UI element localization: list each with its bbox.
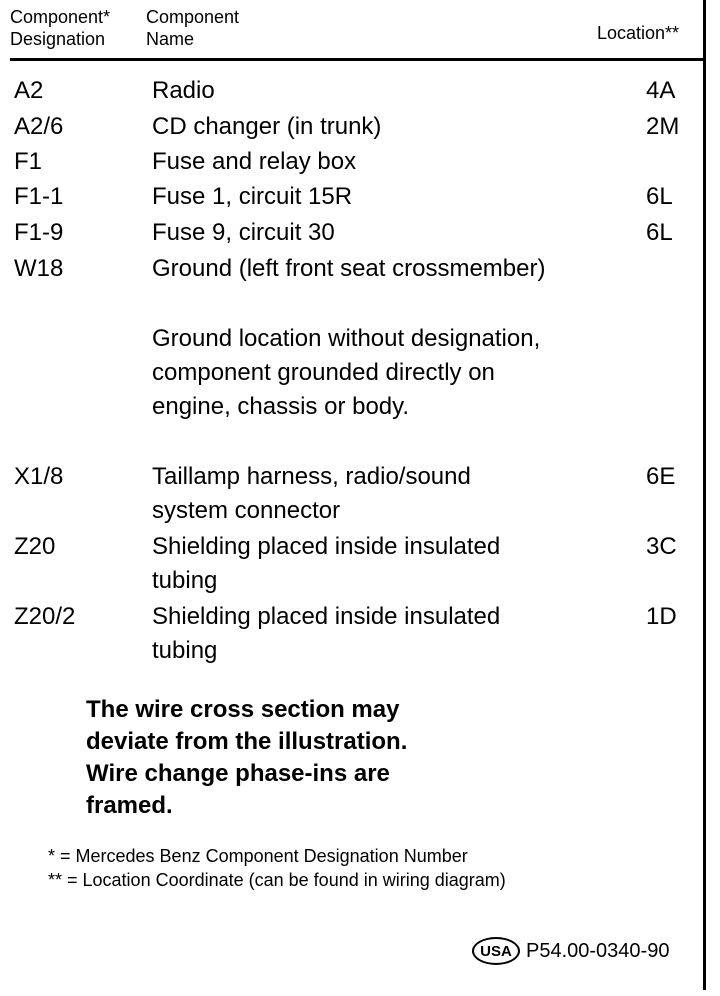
row-name	[152, 216, 632, 250]
row-location: 1D	[646, 603, 677, 630]
row-name-line: Fuse 9, circuit 30	[152, 219, 335, 246]
row-name-line: Fuse 1, circuit 15R	[152, 183, 353, 210]
document-number	[472, 934, 669, 968]
row-location: 6L	[646, 219, 673, 246]
row-name-line: Radio	[152, 77, 215, 104]
row-location: 2M	[646, 113, 680, 140]
row-name-line: tubing	[152, 567, 218, 594]
row-name	[152, 145, 632, 179]
ground-note-line: component grounded directly on	[152, 359, 495, 386]
row-name-line: CD changer (in trunk)	[152, 113, 382, 140]
row-designation: X1/8	[14, 463, 64, 490]
row-location: 4A	[646, 77, 676, 104]
notice-line: Wire change phase-ins are	[86, 760, 390, 787]
row-designation: F1-1	[14, 183, 64, 210]
row-name	[152, 460, 632, 528]
row-designation: A2	[14, 77, 44, 104]
header-divider	[10, 58, 706, 61]
right-border-rule	[703, 0, 706, 990]
row-designation: Z20/2	[14, 603, 76, 630]
header-location: Location**	[597, 23, 680, 43]
header-name-line1: Component	[146, 7, 240, 27]
row-designation: A2/6	[14, 113, 64, 140]
row-designation: F1	[14, 148, 43, 175]
row-name	[152, 600, 632, 668]
row-name-line: Shielding placed inside insulated	[152, 603, 501, 630]
row-location: 6L	[646, 183, 673, 210]
row-name	[152, 530, 632, 598]
notice-line: The wire cross section may	[86, 696, 400, 723]
header-designation-line1: Component*	[10, 7, 111, 27]
ground-note-line: Ground location without designation,	[152, 325, 541, 352]
row-name	[152, 110, 632, 144]
header-designation-line2: Designation	[10, 29, 106, 49]
row-location: 3C	[646, 533, 677, 560]
row-name-line: system connector	[152, 497, 341, 524]
row-designation: Z20	[14, 533, 56, 560]
document-number-text: P54.00-0340-90	[526, 939, 670, 962]
footnote-designation: * = Mercedes Benz Component Designation Number	[48, 846, 468, 866]
wire-notice	[86, 694, 407, 822]
header-designation	[10, 6, 110, 50]
row-name-line: Ground (left front seat crossmember)	[152, 255, 546, 282]
row-name-line: Taillamp harness, radio/sound	[152, 463, 471, 490]
row-designation: F1-9	[14, 219, 64, 246]
ground-note	[152, 322, 540, 424]
footnotes	[48, 844, 506, 892]
row-designation: W18	[14, 255, 64, 282]
notice-line: deviate from the illustration.	[86, 728, 408, 755]
row-name	[152, 252, 632, 286]
row-name-line: Fuse and relay box	[152, 148, 357, 175]
usa-badge: USA	[472, 937, 520, 965]
row-name-line: Shielding placed inside insulated	[152, 533, 501, 560]
header-name-line2: Name	[146, 29, 195, 49]
row-name	[152, 74, 632, 108]
row-name	[152, 180, 632, 214]
notice-line: framed.	[86, 792, 173, 819]
row-name-line: tubing	[152, 637, 218, 664]
ground-note-line: engine, chassis or body.	[152, 393, 410, 420]
header-name	[146, 6, 239, 50]
footnote-location: ** = Location Coordinate (can be found in wiring diagram)	[48, 870, 506, 890]
row-location: 6E	[646, 463, 676, 490]
